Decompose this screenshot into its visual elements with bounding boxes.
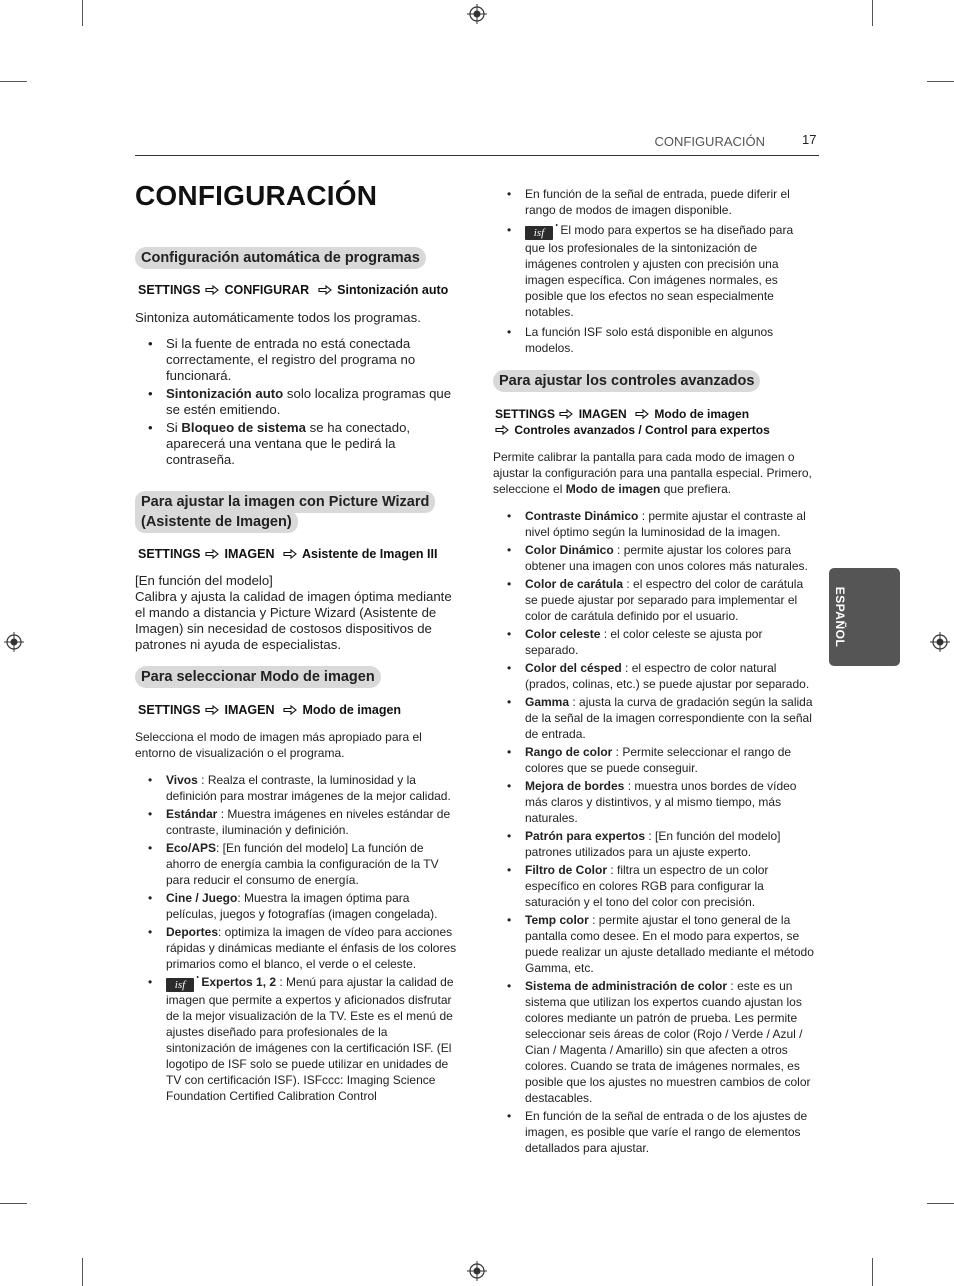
path-step: CONFIGURAR [224,283,310,297]
path-step: SETTINGS [138,283,201,297]
menu-path-advanced-controls-2 [495,423,770,437]
registration-mark-icon [467,1261,487,1281]
list-item: • Color Dinámico : permite ajustar los colores para obtener una imagen con unos colores más naturales. [507,543,808,573]
isf-logo-icon: isf • [166,978,194,992]
registration-mark-icon [930,632,950,652]
hollow-right-arrow-icon [559,409,573,419]
hollow-right-arrow-icon [283,705,297,715]
list-item: • Color celeste : el color celeste se ajusta por separado. [507,627,763,657]
crop-mark [0,1203,27,1204]
isf-logo-icon: isf • [525,226,553,240]
path-step: IMAGEN [224,547,275,561]
list-item: • isf • El modo para expertos se ha diseñado para que los profesionales de la sintonización de imágenes controlen y ajusten con precisión una imagen específica. Con imágenes normales, es posible que los efectos no sean especialmente notables. [494,222,812,320]
path-step: SETTINGS [495,407,556,421]
crop-mark [82,1258,83,1286]
auto-tuning-bullets [135,336,460,470]
section-heading-advanced-controls: Para ajustar los controles avanzados [493,370,760,392]
menu-path-picture-wizard [138,547,437,561]
section-heading-picture-mode: Para seleccionar Modo de imagen [135,666,381,688]
list-item: • isf • Expertos 1, 2 : Menú para ajustar la calidad de imagen que permite a expertos y aficionados disfrutar de la mejor visualización de la TV. Este es el menú de ajustes diseñado para profesionales de la sintonización de imágenes con la certificación ISF. (El logotipo de ISF solo se puede utilizar en unidades de TV con certificación ISF). ISFccc: Imaging Science Foundation Certified Calibration Control [135,974,460,1104]
list-item: • Sintonización auto solo localiza programas que se estén emitiendo. [148,386,452,417]
list-item: • Vivos : Realza el contraste, la luminosidad y la definición para mostrar imágenes de la mejor calidad. [148,773,451,803]
menu-path-advanced-controls [495,407,749,421]
list-item: • Eco/APS: [En función del modelo] La función de ahorro de energía cambia la configuración de la TV para reducir el consumo de energía. [148,841,439,887]
path-step: SETTINGS [138,547,201,561]
list-item: • Si la fuente de entrada no está conectada correctamente, el registro del programa no funcionará. [148,336,416,383]
crop-mark [927,1203,954,1204]
picture-mode-intro: Selecciona el modo de imagen más apropiado para el entorno de visualización o el programa. [135,730,422,760]
crop-mark [872,0,873,26]
list-item: • Gamma : ajusta la curva de gradación según la salida de la señal de la imagen correspondiente con la señal de entrada. [507,695,813,741]
hollow-right-arrow-icon [495,425,509,435]
running-header: CONFIGURACIÓN [654,134,765,149]
path-step: Modo de imagen [654,407,750,421]
path-step: Controles avanzados / Control para expertos [514,423,770,437]
language-tab [829,568,900,666]
registration-mark-icon [4,632,24,652]
list-item: • Color del césped : el espectro de color natural (prados, colinas, etc.) se puede ajustar por separado. [507,661,810,691]
page-title: CONFIGURACIÓN [135,180,378,211]
path-step: Asistente de Imagen III [301,547,438,561]
crop-mark [82,0,83,26]
advanced-controls-intro: Permite calibrar la pantalla para cada modo de imagen o ajustar la configuración para una pantalla especial. Primero, seleccione el Modo de imagen que prefiera. [493,450,812,496]
header-rule [135,155,819,156]
section-heading-picture-wizard-2: (Asistente de Imagen) [135,511,298,533]
list-item: • Cine / Juego: Muestra la imagen óptima para películas, juegos y fotografías (imagen congelada). [148,891,438,921]
list-item: • La función ISF solo está disponible en algunos modelos. [507,325,774,355]
path-step: SETTINGS [138,703,201,717]
menu-path-auto-tuning [138,283,448,297]
list-item: • Rango de color : Permite seleccionar el rango de colores que se puede conseguir. [507,745,792,775]
list-item: • Mejora de bordes : muestra unos bordes de vídeo más claros y distintivos, y al mismo tiempo, más naturales. [507,779,797,825]
section-heading-auto-tuning: Configuración automática de programas [135,247,426,269]
list-item: • Sistema de administración de color : este es un sistema que utilizan los expertos cuando ajustan los colores mediante un patrón de prueba. Les permite seleccionar seis áreas de color (Rojo / Verde / Azul / Cian / Magenta / Amarillo) sin que afecten a otros colores. Cuando se trata de imágenes normales, es posible que los ajustes no muestren cambios de color destacables. [507,979,811,1105]
list-item: • Contraste Dinámico : permite ajustar el contraste al nivel óptimo según la luminosidad de la imagen. [507,509,806,539]
list-item: • Filtro de Color : filtra un espectro de un color específico en colores RGB para configurar la saturación y el tono del color con precisión. [507,863,769,909]
path-step: IMAGEN [224,703,275,717]
hollow-right-arrow-icon [283,549,297,559]
list-item: • En función de la señal de entrada o de los ajustes de imagen, es posible que varíe el rango de elementos detallados para ajustar. [507,1109,808,1155]
hollow-right-arrow-icon [635,409,649,419]
picture-wizard-model-note: [En función del modelo] [135,573,273,588]
list-item: • Color de carátula : el espectro del color de carátula se puede ajustar por separado para implementar el color de carátula definido por el usuario. [507,577,804,623]
list-item: • Temp color : permite ajustar el tono general de la pantalla como desee. En el modo para expertos, se puede realizar un ajuste detallado mediante el método Gamma, etc. [507,913,814,975]
page-number: 17 [802,132,817,147]
advanced-controls-list [494,508,814,1158]
section-heading-picture-wizard: Para ajustar la imagen con Picture Wizard [135,491,435,513]
picture-mode-list [135,772,460,1106]
crop-mark [927,81,954,82]
list-item: • Si Bloqueo de sistema se ha conectado, aparecerá una ventana que le pedirá la contraseña. [148,420,411,467]
menu-path-picture-mode [138,703,401,717]
path-step: Sintonización auto [337,283,449,297]
hollow-right-arrow-icon [205,285,219,295]
picture-wizard-body: Calibra y ajusta la calidad de imagen óptima mediante el mando a distancia y Picture Wizard (Asistente de Imagen) sin necesidad de costosos dispositivos de patrones ni ayuda de especialistas. [135,589,452,652]
list-item: • En función de la señal de entrada, puede diferir el rango de modos de imagen disponible. [507,187,790,217]
list-item: • Deportes: optimiza la imagen de vídeo para acciones rápidas y dinámicas mediante el énfasis de los colores primarios como el blanco, el verde o el celeste. [148,925,457,971]
hollow-right-arrow-icon [318,285,332,295]
crop-mark [0,81,27,82]
hollow-right-arrow-icon [205,549,219,559]
crop-mark [872,1258,873,1286]
language-tab-label: ESPAÑOL [833,586,847,648]
auto-tuning-intro: Sintoniza automáticamente todos los programas. [135,310,421,325]
path-step: Modo de imagen [302,703,402,717]
registration-mark-icon [467,4,487,24]
list-item: • Estándar : Muestra imágenes en niveles estándar de contraste, iluminación y definición. [148,807,451,837]
path-step: IMAGEN [578,407,627,421]
picture-mode-notes [494,186,812,360]
list-item: • Patrón para expertos : [En función del modelo] patrones utilizados para un ajuste experto. [507,829,781,859]
hollow-right-arrow-icon [205,705,219,715]
